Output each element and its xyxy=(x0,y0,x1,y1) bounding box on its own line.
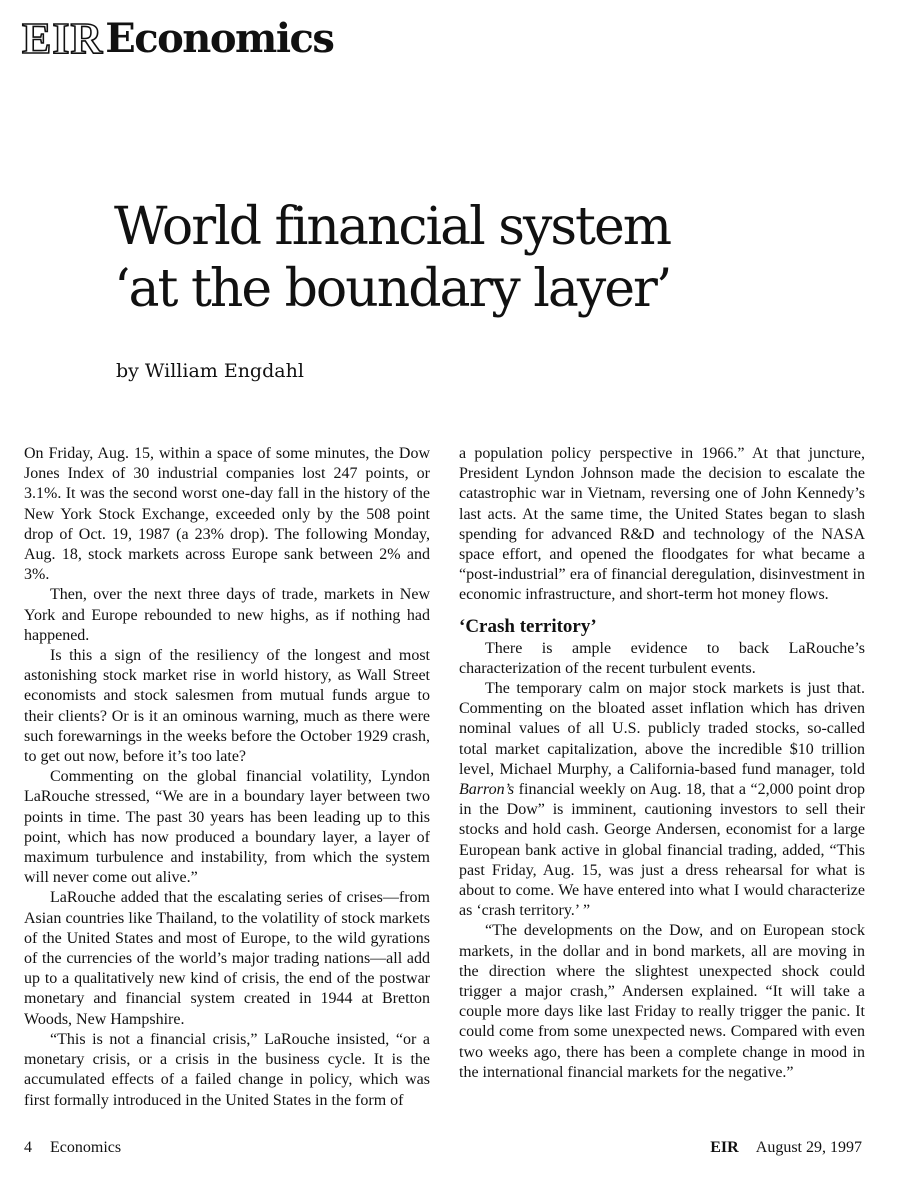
article-title xyxy=(114,196,874,320)
eir-logo: EIR xyxy=(22,14,104,63)
issue-date: August 29, 1997 xyxy=(755,1139,862,1156)
byline: by William Engdahl xyxy=(116,360,304,382)
paragraph: a population policy perspective in 1966.” At that juncture, President Lyndon Johnson made the decision to escalate the catastrophic war in Vietnam, reversing one of John Kennedy’s last acts. At the same time, the United States began to slash spending for advanced R&D and technology of the NASA space effort, and opened the floodgates for what became a “post-industrial” era of financial deregulation, disinvestment in economic infrastructure, and short-term hot money flows. xyxy=(459,445,865,604)
paragraph-text: financial weekly on Aug. 18, that a “2,000 point drop in the Dow” is imminent, cautioning investors to sell their stocks and hold cash. George Andersen, economist for a large European bank active in global financial trading, added, “This past Friday, Aug. 15, was just a dress rehearsal for what is about to come. We have entered into what I would characterize as ‘crash territory.’ ” xyxy=(459,781,865,920)
section-title: Economics xyxy=(105,15,334,62)
paragraph: Then, over the next three days of trade, markets in New York and Europe rebounded to new highs, as if nothing had happened. xyxy=(24,586,430,644)
page-number: 4 xyxy=(24,1139,32,1156)
paragraph: LaRouche added that the escalating series of crises—from Asian countries like Thailand, to the volatility of stock markets of the United States and most of Europe, to the wild gyrations of the currencies of the world’s major trading nations—all add up to a qualitatively new kind of crisis, the end of the postwar monetary and financial system created in 1944 at Bretton Woods, New Hampshire. xyxy=(24,889,430,1028)
subheading: ‘Crash territory’ xyxy=(459,615,597,637)
paragraph: Commenting on the global financial volatility, Lyndon LaRouche stressed, “We are in a boundary layer between two points in time. The past 30 years has been leading up to this point, which has now produced a boundary layer, a layer of maximum turbulence and instability, from which the system will never come out alive.” xyxy=(24,768,430,887)
paragraph-text: The temporary calm on major stock markets is just that. Commenting on the bloated asset inflation which has driven nominal values of all U.S. publicly traded stocks, so-called total market capitalization, above the incredible $10 trillion level, Michael Murphy, a California-based fund manager, told xyxy=(459,680,865,778)
left-column xyxy=(24,444,430,1111)
paragraph: Is this a sign of the resiliency of the longest and most astonishing stock market rise in world history, as Wall Street economists and stock salesmen from mutual funds argue to their clients? Or is it an ominous warning, much as there were such forewarnings in the weeks before the October 1929 crash, to get out now, before it’s too late? xyxy=(24,647,430,766)
paragraph: There is ample evidence to back LaRouche’s characterization of the recent turbulent events. xyxy=(459,639,865,677)
paragraph: On Friday, Aug. 15, within a space of some minutes, the Dow Jones Index of 30 industrial companies lost 247 points, or 3.1%. It was the second worst one-day fall in the history of the New York Stock Exchange, exceeded only by the 508 point drop of Oct. 19, 1987 (a 23% drop). The following Monday, Aug. 18, stock markets across Europe sank between 2% and 3%. xyxy=(24,445,430,584)
article-title-line: World financial system xyxy=(114,197,671,257)
paragraph xyxy=(459,679,865,921)
paragraph: “The developments on the Dow, and on European stock markets, in the dollar and in bond markets, all are moving in the direction where the slightest unexpected shock could trigger a major crash,” Andersen explained. “It will take a couple more days like last Friday to really trigger the panic. It could come from some unexpected news. Compared with even two weeks ago, there has been a complete change in mood in the international financial markets for the negative.” xyxy=(459,922,865,1081)
article-title-line: ‘at the boundary layer’ xyxy=(114,259,671,319)
footer-publication: EIR xyxy=(710,1139,739,1156)
paragraph: “This is not a financial crisis,” LaRouche insisted, “or a monetary crisis, or a crisis in the business cycle. It is the accumulated effects of a failed change in policy, which was first formally introduced in the United States in the form of xyxy=(24,1030,430,1109)
right-column xyxy=(459,444,865,1083)
masthead xyxy=(22,14,333,64)
publication-name: Barron’s xyxy=(459,781,515,799)
footer-section: Economics xyxy=(50,1139,122,1156)
page-footer xyxy=(24,1138,862,1158)
